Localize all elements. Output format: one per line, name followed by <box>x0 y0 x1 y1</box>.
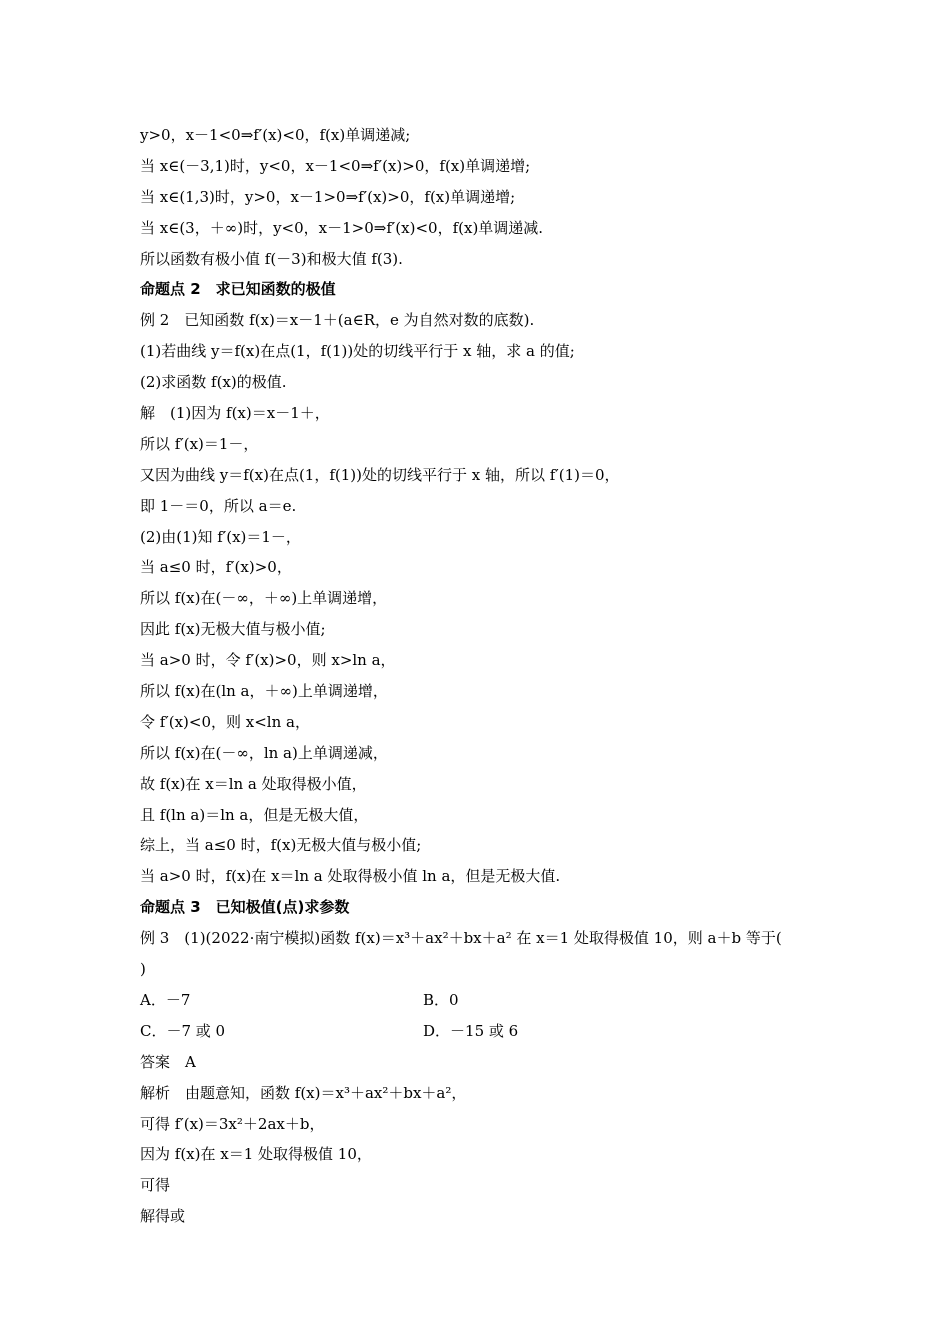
text-line: 当 a>0 时，f(x)在 x＝ln a 处取得极小值 ln a，但是无极大值. <box>140 867 561 886</box>
text-line: (1)若曲线 y＝f(x)在点(1，f(1))处的切线平行于 x 轴，求 a 的值; <box>140 342 575 361</box>
text-line: 令 f′(x)<0，则 x<ln a， <box>140 712 310 731</box>
text-line: (2)求函数 f(x)的极值. <box>140 373 287 392</box>
option-b: B．0 <box>423 990 459 1009</box>
options-row <box>140 985 840 1016</box>
text-line: 当 a≤0 时，f′(x)>0， <box>140 558 292 577</box>
solution-line: 解 (1)因为 f(x)＝x－1＋， <box>140 404 330 423</box>
options-row <box>140 1016 840 1047</box>
text-line: 当 x∈(1,3)时，y>0，x－1>0⇒f′(x)>0，f(x)单调递增; <box>140 187 516 206</box>
text-line: y>0，x－1<0⇒f′(x)<0，f(x)单调递减; <box>140 126 411 144</box>
text-line: 可得 <box>140 1176 171 1195</box>
text-line: 所以 f(x)在(－∞，＋∞)上单调递增， <box>140 589 388 608</box>
text-line: 当 x∈(－3,1)时，y<0，x－1<0⇒f′(x)>0，f(x)单调递增; <box>140 156 531 175</box>
text-line: 所以 f(x)在(－∞，ln a)上单调递减， <box>140 743 388 762</box>
text-line: (2)由(1)知 f′(x)＝1－， <box>140 527 301 546</box>
text-line: 所以 f′(x)＝1－， <box>140 434 259 453</box>
text-line: 可得 f′(x)＝3x²＋2ax＋b， <box>140 1114 325 1133</box>
text-line: 所以 f(x)在(ln a，＋∞)上单调递增， <box>140 682 388 701</box>
example-statement: 例 2 已知函数 f(x)＝x－1＋(a∈R，e 为自然对数的底数). <box>140 311 535 330</box>
text-line: 当 a>0 时，令 f′(x)>0，则 x>ln a， <box>140 651 396 670</box>
text-line: 因为 f(x)在 x＝1 处取得极值 10， <box>140 1145 372 1164</box>
text-line: 综上，当 a≤0 时，f(x)无极大值与极小值; <box>140 836 422 855</box>
text-line: 因此 f(x)无极大值与极小值; <box>140 620 326 639</box>
analysis-line: 解析 由题意知，函数 f(x)＝x³＋ax²＋bx＋a²， <box>140 1083 467 1102</box>
text-line: 解得或 <box>140 1207 186 1226</box>
text-line: 即 1－＝0，所以 a＝e. <box>140 496 297 515</box>
section-heading: 命题点 2 求已知函数的极值 <box>140 280 336 299</box>
text-line: 又因为曲线 y＝f(x)在点(1，f(1))处的切线平行于 x 轴，所以 f′(1)＝0， <box>140 465 620 484</box>
text-line: ) <box>140 960 146 979</box>
option-c: C．－7 或 0 <box>140 1021 226 1040</box>
answer-line: 答案 A <box>140 1052 196 1071</box>
text-line: 所以函数有极小值 f(－3)和极大值 f(3). <box>140 249 403 268</box>
option-a: A．－7 <box>140 990 191 1009</box>
document-body <box>140 120 840 1232</box>
example-statement: 例 3 (1)(2022·南宁模拟)函数 f(x)＝x³＋ax²＋bx＋a² 在 x＝1 处取得极值 10，则 a＋b 等于( <box>140 929 782 948</box>
text-line: 故 f(x)在 x＝ln a 处取得极小值， <box>140 774 367 793</box>
text-line: 且 f(ln a)＝ln a，但是无极大值， <box>140 805 369 824</box>
text-line: 当 x∈(3，＋∞)时，y<0，x－1>0⇒f′(x)<0，f(x)单调递减. <box>140 218 544 237</box>
section-heading: 命题点 3 已知极值(点)求参数 <box>140 898 350 917</box>
option-d: D．－15 或 6 <box>423 1021 519 1040</box>
